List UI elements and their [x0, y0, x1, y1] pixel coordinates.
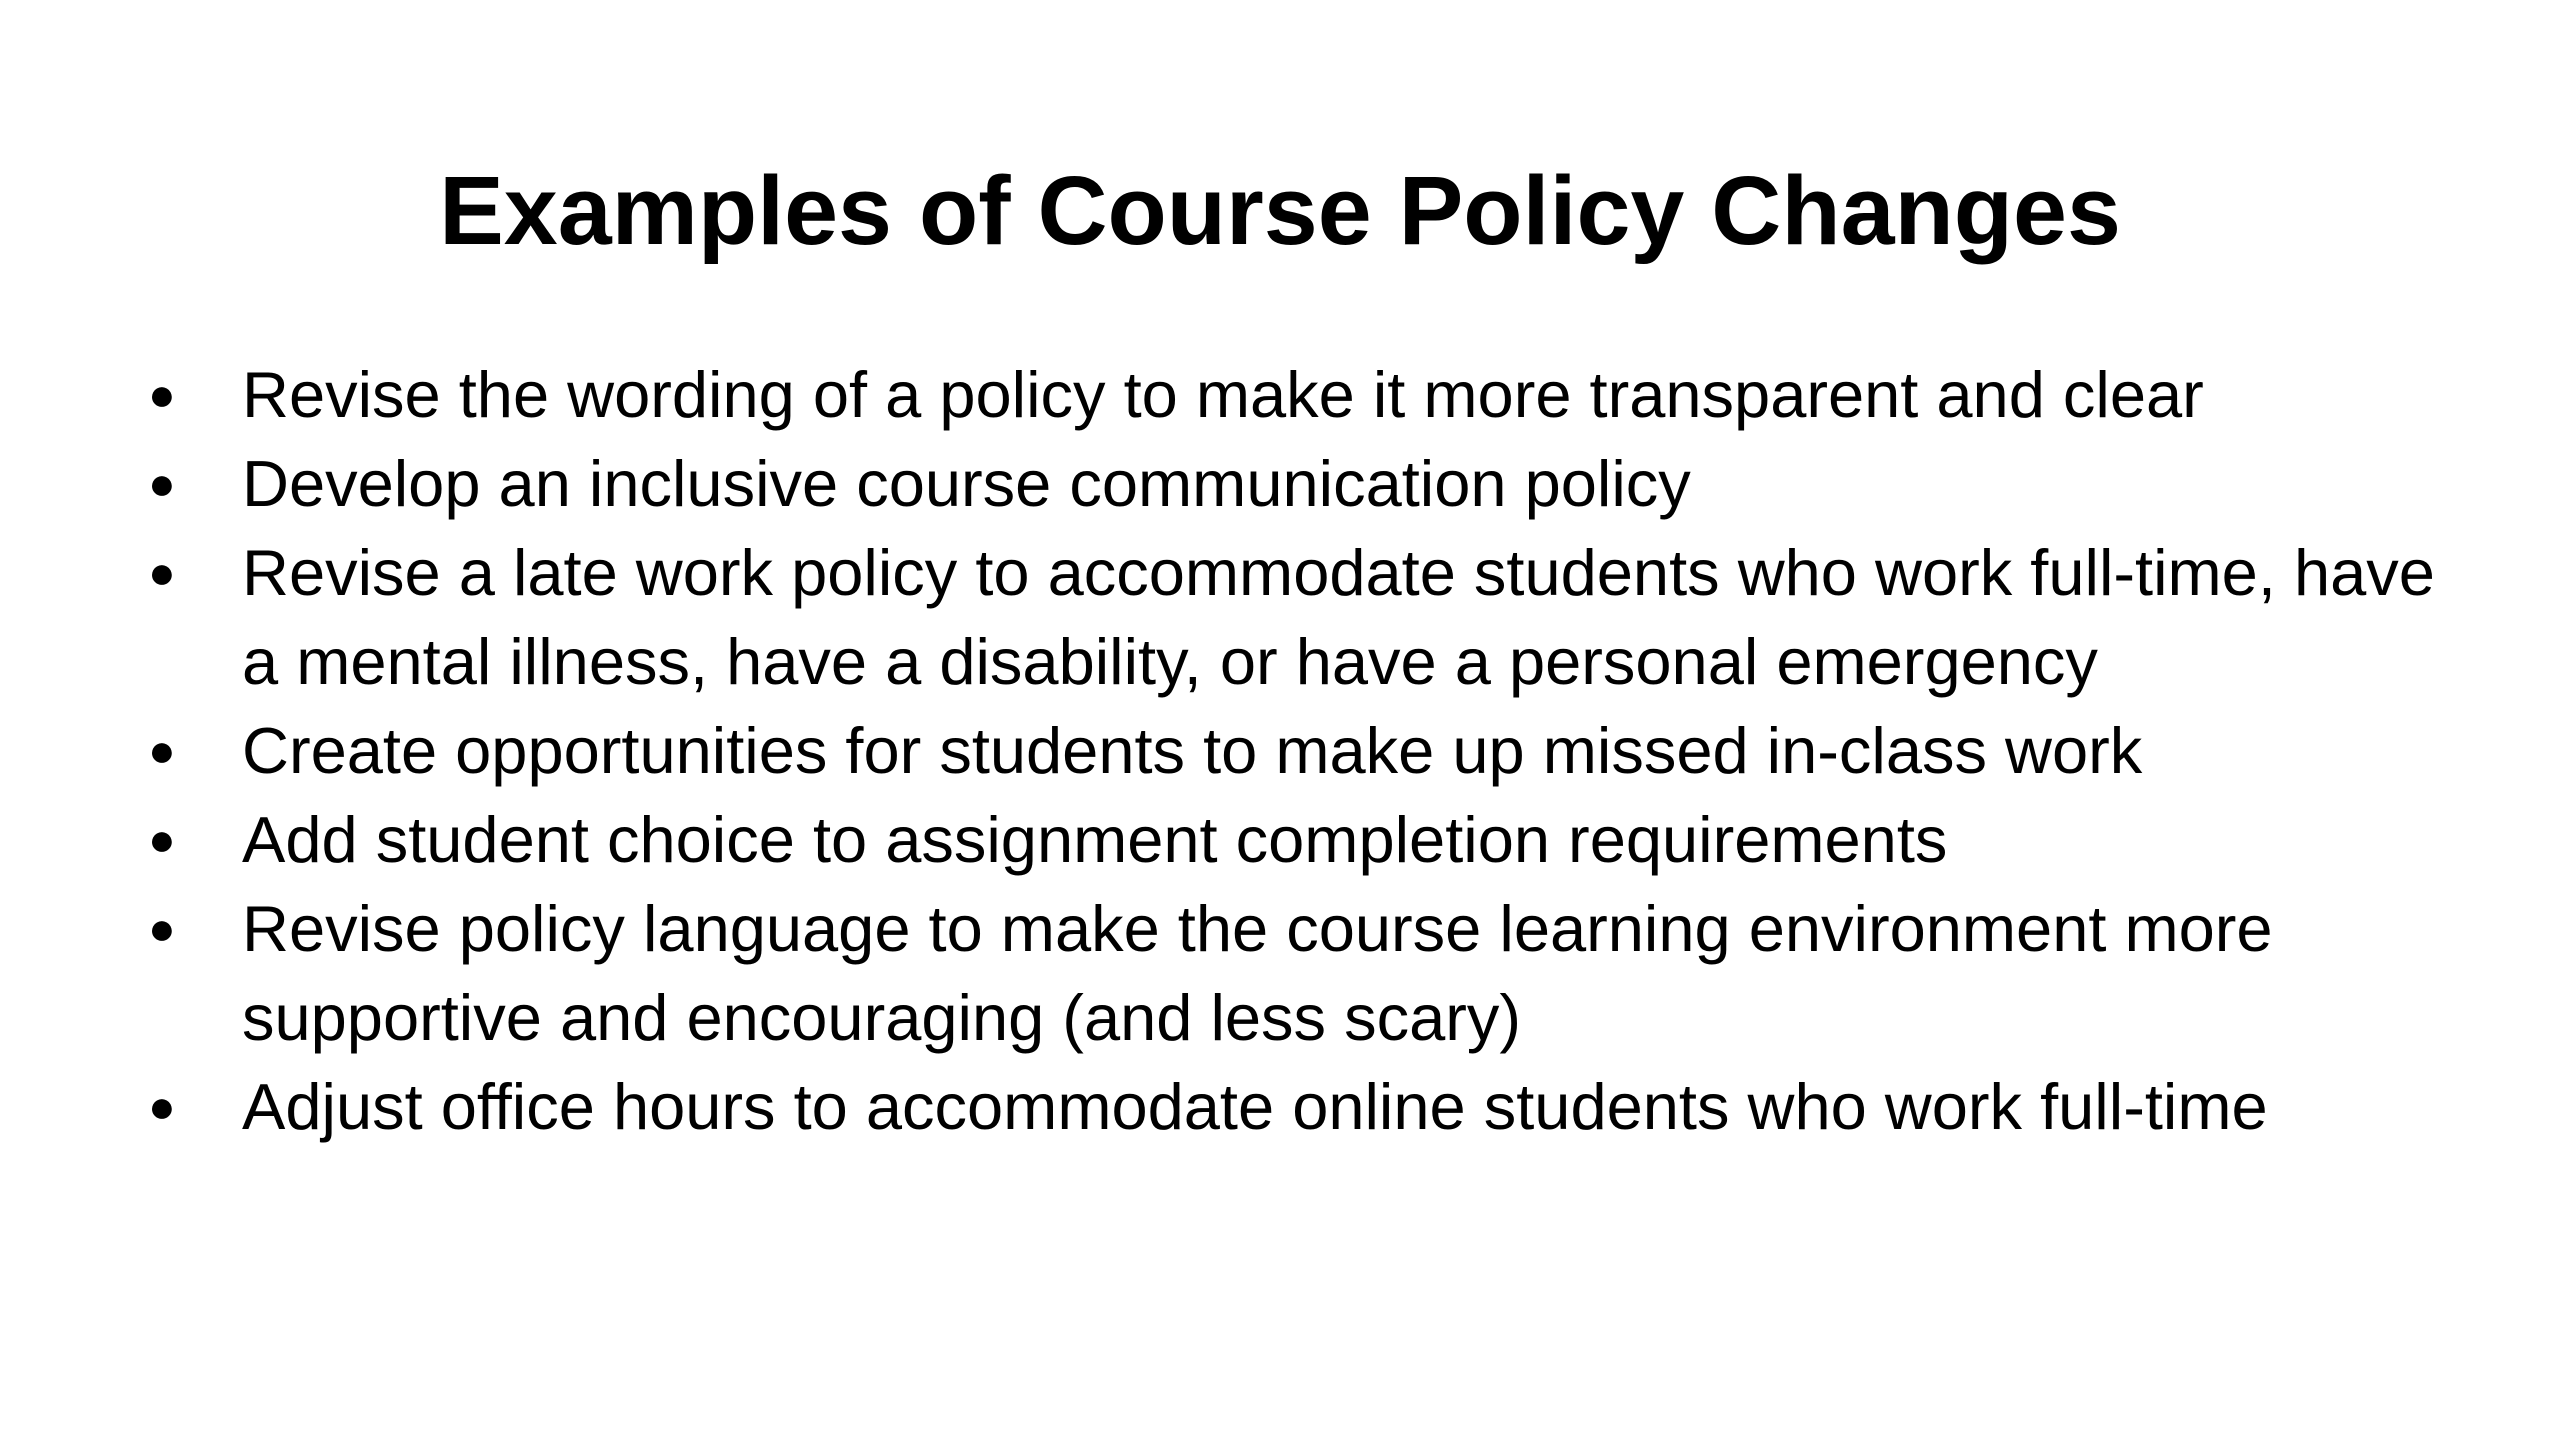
list-item-text: Adjust office hours to accommodate online students who work full-time: [242, 1070, 2268, 1143]
bullet-icon: ●: [148, 813, 176, 865]
bullet-icon: ●: [148, 1080, 176, 1132]
list-item-text: Revise the wording of a policy to make it more transparent and clear: [242, 358, 2204, 431]
list-item-text: Develop an inclusive course communication policy: [242, 447, 1691, 520]
list-item: [148, 706, 2448, 795]
bullet-icon: ●: [148, 546, 176, 598]
list-item: [148, 884, 2448, 1062]
bullet-icon: ●: [148, 724, 176, 776]
slide-title: Examples of Course Policy Changes: [439, 156, 2121, 265]
list-item-text: Add student choice to assignment completion requirements: [242, 803, 1948, 876]
list-item: [148, 528, 2448, 706]
list-item: [148, 1062, 2448, 1151]
list-item-text: Revise policy language to make the course learning environment more supportive and encouraging (and less scary): [242, 892, 2273, 1054]
list-item-text: Revise a late work policy to accommodate students who work full-time, have a mental illness, have a disability, or have a personal emergency: [242, 536, 2435, 698]
bullet-icon: ●: [148, 368, 176, 420]
list-item: [148, 439, 2448, 528]
bullet-icon: ●: [148, 457, 176, 509]
bullet-icon: ●: [148, 902, 176, 954]
list-item: [148, 350, 2448, 439]
list-item-text: Create opportunities for students to make up missed in-class work: [242, 714, 2143, 787]
list-item: [148, 795, 2448, 884]
bullet-list: [148, 350, 2448, 1151]
